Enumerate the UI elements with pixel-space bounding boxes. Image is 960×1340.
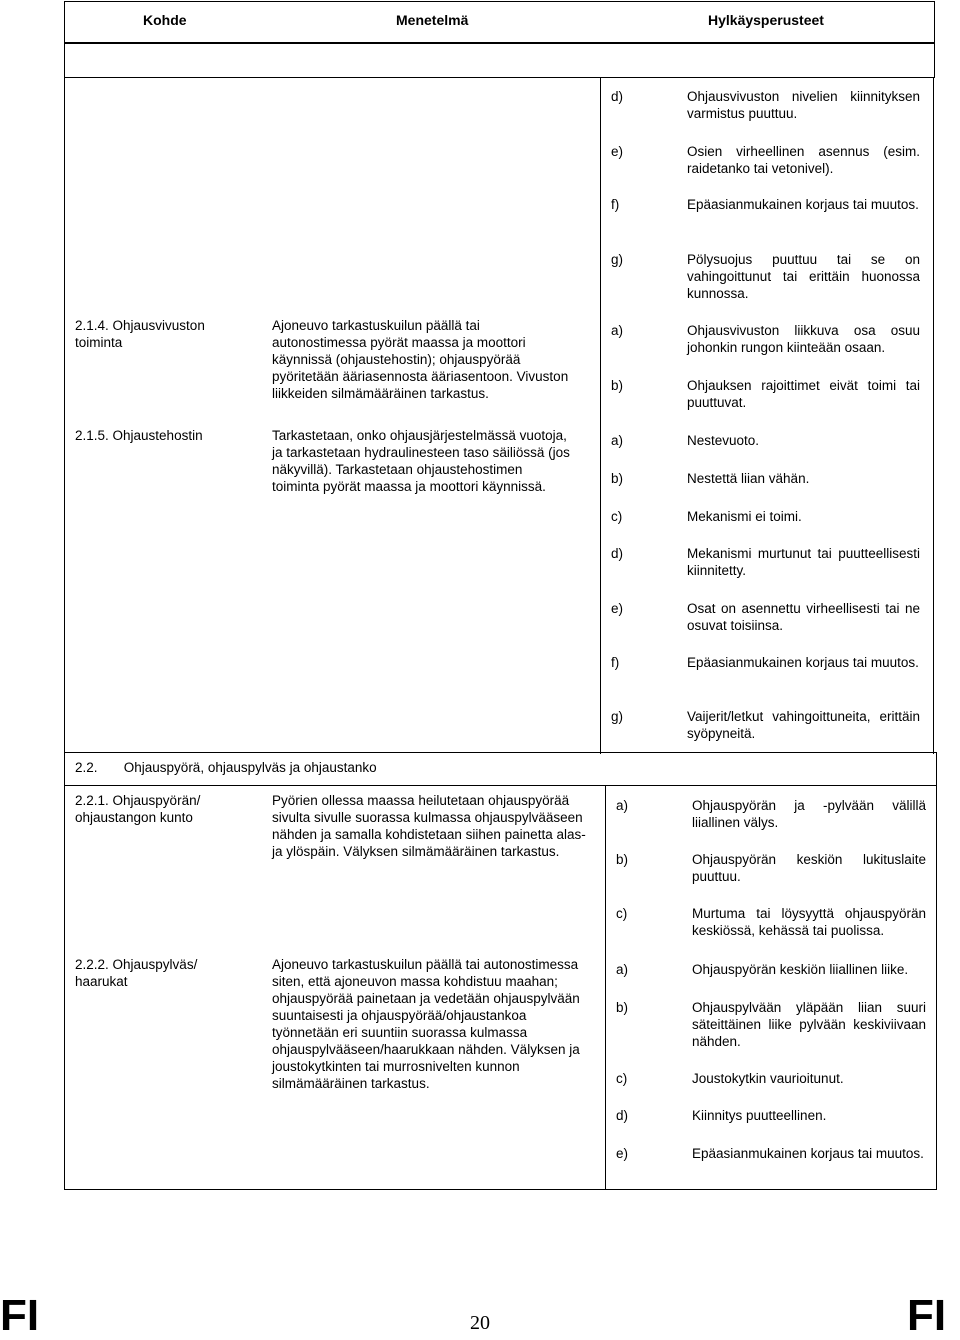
item-text: Kiinnitys puutteellinen. <box>692 1108 827 1123</box>
menetelma-2-1-5: Tarkastetaan, onko ohjausjärjestelmässä vuotoja, ja tarkastetaan hydraulinesteen taso säiliössä (jos näkyvillä). Tarkastetaan ohjaustehostimen toiminta pyörät maassa ja moottori käynnissä. <box>272 428 570 494</box>
kohde-2-2-2: 2.2.2. Ohjauspylväs/ haarukat <box>75 957 198 989</box>
item-text: Osien virheellinen asennus (esim. raidetanko tai vetonivel). <box>687 144 920 176</box>
item-letter: f) <box>611 655 620 670</box>
criterion-item <box>611 143 920 177</box>
item-letter: b) <box>616 1000 629 1015</box>
column-divider-right-upper <box>600 78 601 754</box>
page-number: 20 <box>470 1312 490 1334</box>
item-text: Murtuma tai löysyyttä ohjauspyörän keskiössä, kehässä tai puolissa. <box>692 906 926 938</box>
criterion-item <box>611 470 920 487</box>
criterion-item <box>616 961 926 978</box>
item-letter: f) <box>611 197 620 212</box>
criterion-item <box>616 1145 926 1162</box>
item-text: Ohjausvivuston liikkuva osa osuu johonkin rungon kiinteään osaan. <box>687 323 920 355</box>
item-text: Osat on asennettu virheellisesti tai ne osuvat toisiinsa. <box>687 601 920 633</box>
criterion-item <box>611 545 920 579</box>
item-letter: a) <box>611 433 624 448</box>
header-kohde: Kohde <box>143 12 187 28</box>
item-letter: a) <box>616 798 629 813</box>
kohde-2-1-4: 2.1.4. Ohjausvivuston toiminta <box>75 318 205 350</box>
criterion-item <box>611 196 920 213</box>
table-bottom-border <box>64 1189 937 1190</box>
criterion-item <box>611 708 920 742</box>
criterion-item <box>611 654 920 671</box>
item-letter: d) <box>611 546 624 561</box>
item-letter: e) <box>611 144 624 159</box>
section-2-2-title: 2.2. Ohjauspyörä, ohjauspylväs ja ohjaustanko <box>75 760 377 775</box>
criterion-item <box>616 1070 926 1087</box>
item-letter: b) <box>611 378 624 393</box>
kohde-2-1-5: 2.1.5. Ohjaustehostin <box>75 428 203 443</box>
criterion-item <box>616 1107 926 1124</box>
criterion-item <box>611 88 920 122</box>
criterion-item <box>611 508 920 525</box>
item-letter: b) <box>616 852 629 867</box>
item-text: Epäasianmukainen korjaus tai muutos. <box>692 1146 924 1161</box>
criterion-item <box>611 251 920 302</box>
item-text: Ohjauspyörän ja -pylvään välillä liiallinen välys. <box>692 798 926 830</box>
item-letter: g) <box>611 252 624 267</box>
item-text: Epäasianmukainen korjaus tai muutos. <box>687 655 919 670</box>
item-letter: d) <box>611 89 624 104</box>
table-right-border-upper <box>933 78 934 754</box>
item-text: Nestevuoto. <box>687 433 760 448</box>
item-text: Ohjauspyörän keskiön lukituslaite puuttuu. <box>692 852 926 884</box>
header-hylkaysperusteet: Hylkäysperusteet <box>708 12 824 28</box>
item-letter: c) <box>616 1071 628 1086</box>
kohde-2-2-1: 2.2.1. Ohjauspyörän/ ohjaustangon kunto <box>75 793 201 825</box>
item-text: Vaijerit/letkut vahingoittuneita, erittäin syöpyneitä. <box>687 709 920 741</box>
table-left-border <box>64 78 65 754</box>
item-text: Nestettä liian vähän. <box>687 471 810 486</box>
header-blank-row-box <box>64 43 935 78</box>
item-letter: e) <box>611 601 624 616</box>
column-divider-right-lower <box>605 786 606 1190</box>
item-text: Joustokytkin vaurioitunut. <box>692 1071 844 1086</box>
item-text: Ohjausvivuston nivelien kiinnityksen varmistus puuttuu. <box>687 89 920 121</box>
item-letter: c) <box>611 509 623 524</box>
item-letter: a) <box>616 962 629 977</box>
menetelma-2-1-4: Ajoneuvo tarkastuskuilun päällä tai autonostimessa pyörät maassa ja moottori käynnissä (ohjaustehostin); ohjauspyörää pyöritetään ääriasennosta ääriasentoon. Vivuston liikkeiden silmämääräinen tarkastus. <box>272 318 569 401</box>
menetelma-2-2-2: Ajoneuvo tarkastuskuilun päällä tai autonostimessa siten, että ajoneuvon massa kohdistuu maahan; ohjauspyörää painetaan ja vedetään ohjauspylvään suuntaisesti ja ohjauspyörää/ohjaustankoa työnnetään eri suuntiin suorassa kulmassa ohjauspylvääseen/haarukkaan nähden. Välyksen ja joustokytkinten tai murrosnivelten kunnon silmämääräinen tarkastus. <box>272 957 580 1091</box>
footer-country-code-left: FI <box>0 1291 40 1340</box>
item-text: Ohjauspylvään yläpään liian suuri säteittäinen liike pylvään keskiviivaan nähden. <box>692 1000 926 1049</box>
criterion-item <box>611 432 920 449</box>
criterion-item <box>616 999 926 1050</box>
header-menetelma: Menetelmä <box>396 12 469 28</box>
item-letter: c) <box>616 906 628 921</box>
item-letter: e) <box>616 1146 629 1161</box>
item-text: Ohjauspyörän keskiön liiallinen liike. <box>692 962 909 977</box>
item-letter: g) <box>611 709 624 724</box>
criterion-item <box>616 797 926 831</box>
item-letter: d) <box>616 1108 629 1123</box>
menetelma-2-2-1: Pyörien ollessa maassa heilutetaan ohjauspyörää sivulta sivulle suorassa kulmassa ohjauspylvääseen nähden ja samalla kohdistetaan siihen painetta alas- ja ylöspäin. Välyksen silmämääräinen tarkastus. <box>272 793 586 859</box>
item-text: Ohjauksen rajoittimet eivät toimi tai puuttuvat. <box>687 378 920 410</box>
item-text: Epäasianmukainen korjaus tai muutos. <box>687 197 919 212</box>
table-left-border-lower <box>64 786 65 1190</box>
item-text: Mekanismi ei toimi. <box>687 509 802 524</box>
table-right-border-lower <box>936 786 937 1190</box>
footer-country-code-right: FI <box>907 1291 947 1340</box>
item-text: Pölysuojus puuttuu tai se on vahingoittunut tai erittäin huonossa kunnossa. <box>687 252 920 301</box>
criterion-item <box>611 322 920 356</box>
item-text: Mekanismi murtunut tai puutteellisesti kiinnitetty. <box>687 546 920 578</box>
criterion-item <box>616 851 926 885</box>
criterion-item <box>611 377 920 411</box>
item-letter: a) <box>611 323 624 338</box>
item-letter: b) <box>611 471 624 486</box>
criterion-item <box>611 600 920 634</box>
criterion-item <box>616 905 926 939</box>
